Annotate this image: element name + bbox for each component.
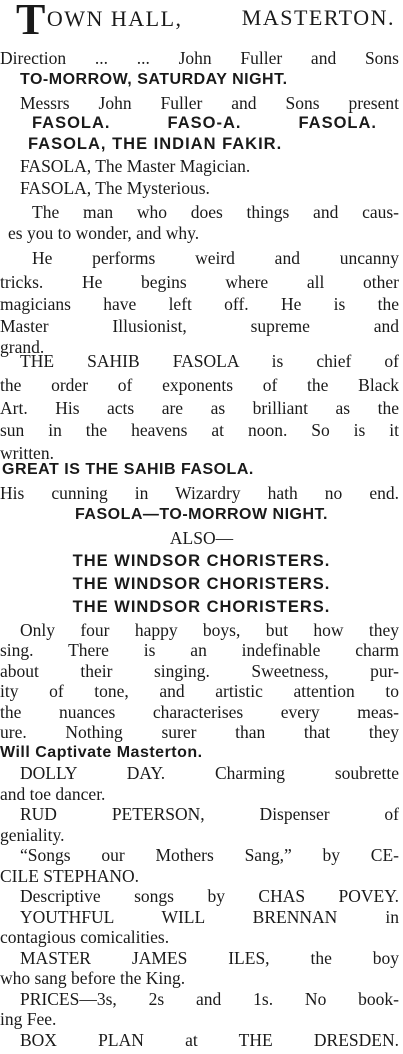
fakir-banner: FASOLA, THE INDIAN FAKIR. bbox=[28, 135, 283, 153]
text-line: Master Illusionist, supreme and bbox=[0, 316, 399, 336]
text-line: written. bbox=[0, 443, 54, 463]
text-line: ure. Nothing surer than that they bbox=[0, 722, 399, 743]
choristers-banner: THE WINDSOR CHORISTERS. bbox=[72, 575, 331, 593]
choristers-banner: THE WINDSOR CHORISTERS. bbox=[72, 552, 331, 570]
text-line: es you to wonder, and why. bbox=[8, 223, 200, 243]
text-line: ity of tone, and artistic attention to bbox=[0, 681, 399, 702]
fasola-banner: FASOLA. FASO-A. FASOLA. bbox=[32, 114, 377, 132]
text-line: about their singing. Sweetness, pur- bbox=[0, 660, 399, 681]
date-banner: TO-MORROW, SATURDAY NIGHT. bbox=[20, 71, 288, 88]
advert-heading bbox=[0, 2, 403, 42]
heading-place: MASTERTON. bbox=[241, 5, 395, 30]
text-line: “Songs our Mothers Sang,” by CE- bbox=[20, 845, 399, 866]
text-line: He performs weird and uncanny bbox=[32, 248, 399, 268]
text-line: Art. His acts are as brilliant as the bbox=[0, 398, 399, 418]
text-line: FASOLA, The Mysterious. bbox=[20, 178, 210, 198]
text-line: the nuances characterises every meas- bbox=[0, 701, 399, 722]
text-line: sing. There is an indefinable charm bbox=[0, 640, 399, 661]
text-line: DOLLY DAY. Charming soubrette bbox=[20, 763, 399, 784]
captivate-banner: Will Captivate Masterton. bbox=[0, 743, 203, 761]
text-line: MASTER JAMES ILES, the boy bbox=[20, 947, 399, 968]
text-line: FASOLA, The Master Magician. bbox=[20, 156, 251, 176]
text-line: Only four happy boys, but how they bbox=[20, 620, 399, 640]
text-line: His cunning in Wizardry hath no end. bbox=[0, 483, 399, 503]
text-line: THE SAHIB FASOLA is chief of bbox=[20, 351, 399, 371]
presenter-line: Messrs John Fuller and Sons present bbox=[20, 93, 399, 113]
choristers-banner: THE WINDSOR CHORISTERS. bbox=[72, 598, 331, 616]
also-line: ALSO— bbox=[169, 528, 234, 548]
text-line: tricks. He begins where all other bbox=[0, 272, 399, 292]
text-line: The man who does things and caus- bbox=[32, 202, 399, 222]
text-line: sun in the heavens at noon. So is it bbox=[0, 420, 399, 440]
text-line: YOUTHFUL WILL BRENNAN in bbox=[20, 906, 399, 927]
text-line: magicians have left off. He is the bbox=[0, 294, 399, 314]
text-line: contagious comicalities. bbox=[0, 927, 170, 948]
text-line: grand. bbox=[0, 337, 45, 357]
text-line: who sang before the King. bbox=[0, 968, 186, 989]
text-line: CILE STEPHANO. bbox=[0, 865, 140, 886]
text-line: ing Fee. bbox=[0, 1009, 57, 1030]
direction-line: Direction ... ... John Fuller and Sons bbox=[0, 48, 399, 68]
heading-title: OWN HALL, bbox=[46, 6, 183, 31]
text-line: the order of exponents of the Black bbox=[0, 375, 399, 395]
text-line: and toe dancer. bbox=[0, 783, 106, 804]
box-plan-line: BOX PLAN at THE DRESDEN. bbox=[20, 1029, 399, 1050]
drop-cap: T bbox=[16, 2, 47, 42]
tomorrow-banner: FASOLA—TO-MORROW NIGHT. bbox=[75, 506, 328, 523]
text-line: Descriptive songs by CHAS POVEY. bbox=[20, 886, 399, 907]
text-line: RUD PETERSON, Dispenser of bbox=[20, 804, 399, 825]
text-line: geniality. bbox=[0, 824, 65, 845]
sahib-banner: GREAT IS THE SAHIB FASOLA. bbox=[2, 461, 254, 478]
prices-line: PRICES—3s, 2s and 1s. No book- bbox=[20, 988, 399, 1009]
